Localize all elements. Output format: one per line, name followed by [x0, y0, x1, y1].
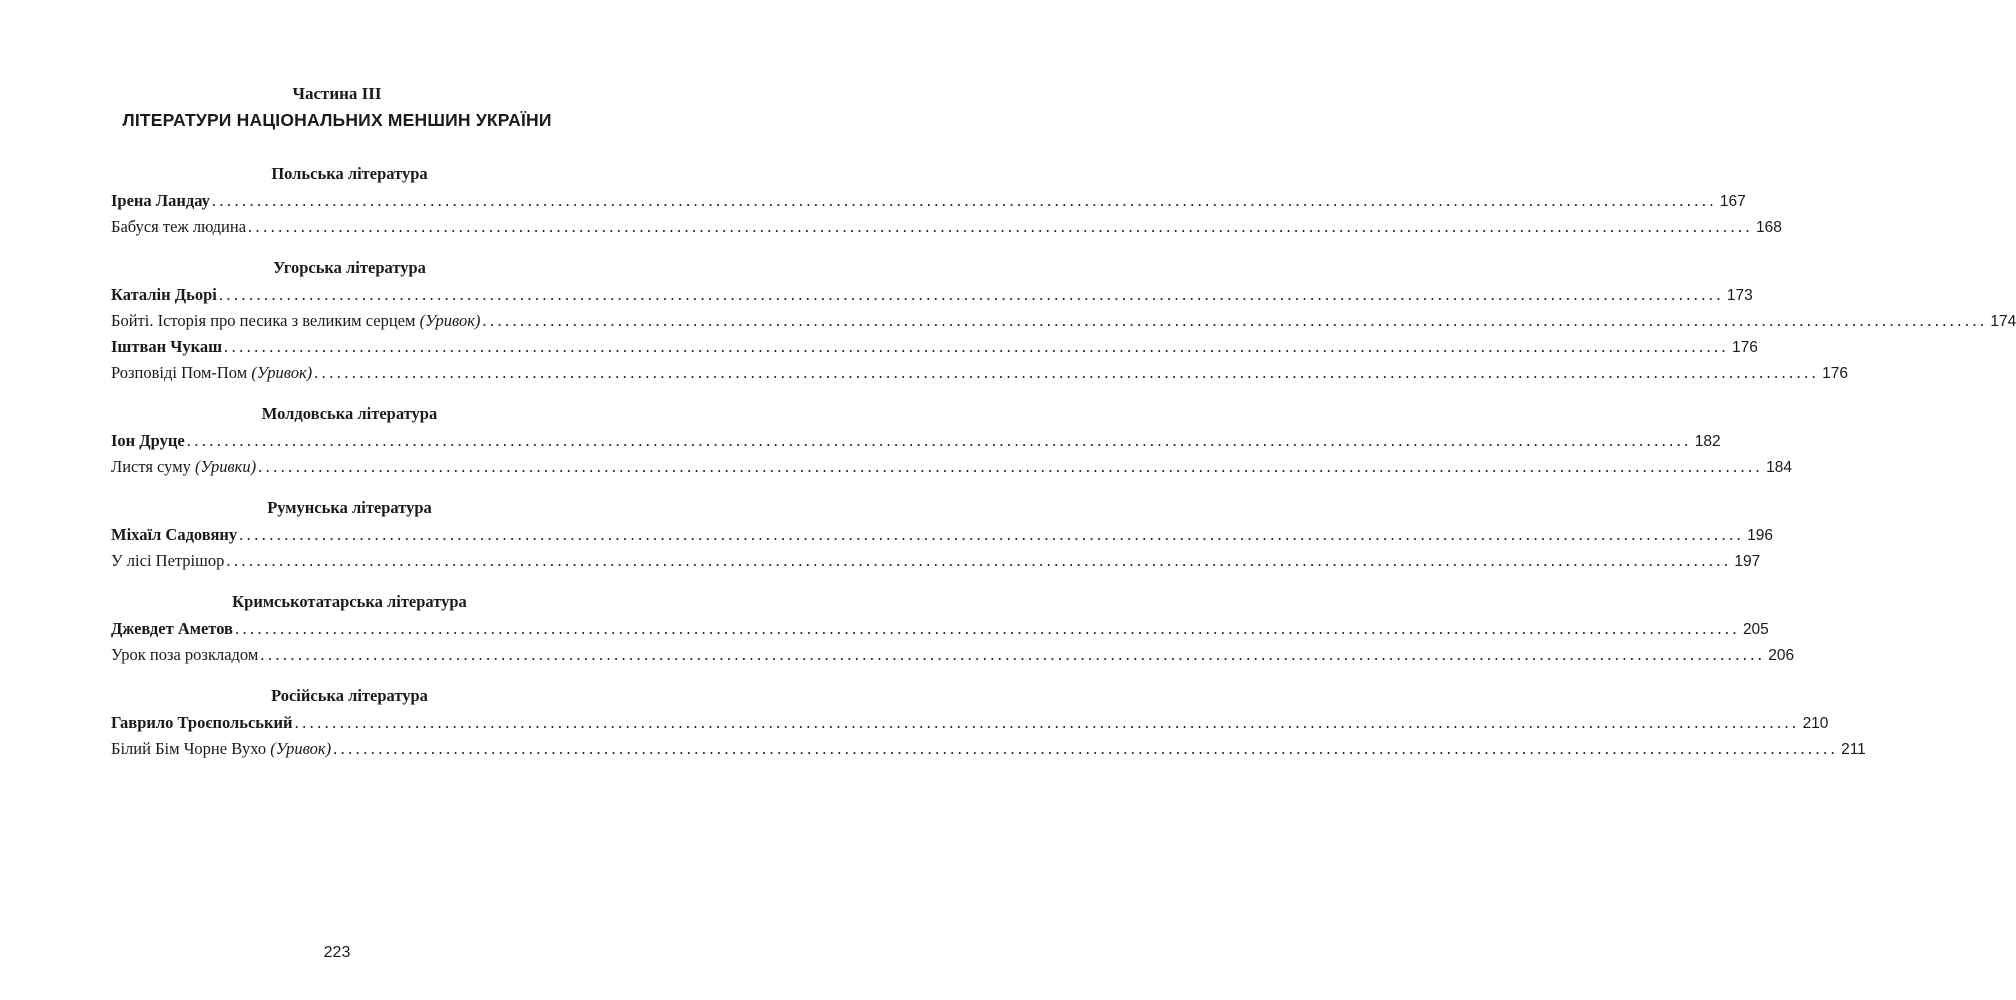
entry-title: Іштван Чукаш [111, 337, 223, 356]
toc-entry-work [111, 454, 1792, 480]
entry-title: Урок поза розкладом [111, 645, 259, 664]
entry-title: Ірена Ландау [111, 191, 210, 210]
entry-title: Білий Бім Чорне Вухо [111, 739, 267, 758]
section-title: Молдовська література [261, 404, 438, 423]
entry-title: Джевдет Аметов [111, 619, 233, 638]
dot-leader: ........................................................................................................................................................................................................ [248, 217, 1754, 236]
entry-title-wrap [111, 710, 293, 736]
part-title: ЛІТЕРАТУРИ НАЦІОНАЛЬНИХ МЕНШИН УКРАЇНИ [122, 110, 552, 130]
entry-title: Бойті. Історія про песика з великим серцем [111, 311, 416, 330]
entry-title-wrap [111, 282, 217, 308]
toc-entry-author [111, 616, 1769, 642]
dot-leader: ........................................................................................................................................................................................................ [224, 337, 1730, 356]
entry-title-wrap [111, 642, 258, 668]
entry-page: 210 [1802, 715, 1829, 732]
toc-entry-author [111, 710, 1829, 736]
entry-title-wrap [111, 454, 256, 480]
toc-section [111, 590, 1795, 668]
toc-entry-work [111, 360, 1849, 386]
entry-page: 168 [1756, 219, 1782, 236]
entry-title: Іон Друце [111, 431, 185, 450]
entry-page: 167 [1719, 193, 1746, 210]
entry-title-wrap [111, 334, 222, 360]
entry-note: (Уривок) [419, 311, 481, 330]
entry-title: Листя суму [111, 457, 191, 476]
entry-title-wrap [111, 736, 331, 762]
toc-entry-author [111, 522, 1774, 548]
entry-title-wrap [111, 308, 480, 334]
entry-title-wrap [111, 428, 185, 454]
dot-leader: ........................................................................................................................................................................................................ [226, 551, 1732, 570]
entry-title-wrap [111, 548, 224, 574]
dot-leader: ........................................................................................................................................................................................................ [218, 285, 1724, 304]
entry-title: Каталін Дьорі [111, 285, 217, 304]
dot-leader: ........................................................................................................................................................................................................ [314, 363, 1820, 382]
entry-title-wrap [111, 188, 210, 214]
entry-page: 205 [1742, 621, 1769, 638]
toc-section [111, 402, 1792, 480]
entry-note: (Уривок) [251, 363, 313, 382]
section-title: Польська література [271, 164, 428, 183]
entry-page: 176 [1822, 365, 1849, 382]
entry-title-wrap [111, 616, 233, 642]
dot-leader: ........................................................................................................................................................................................................ [482, 311, 1988, 330]
dot-leader: ........................................................................................................................................................................................................ [294, 713, 1800, 732]
dot-leader: ........................................................................................................................................................................................................ [260, 645, 1766, 664]
toc-section [111, 496, 1774, 574]
section-title: Російська література [271, 686, 428, 705]
part-label: Частина ІІІ [292, 84, 382, 103]
entry-page: 174 [1990, 313, 2016, 330]
entry-page: 184 [1766, 459, 1792, 476]
entry-page: 211 [1841, 741, 1866, 758]
entry-title-wrap [111, 360, 312, 386]
entry-title: У лісі Петрішор [111, 551, 225, 570]
entry-note: (Уривок) [270, 739, 332, 758]
dot-leader: ........................................................................................................................................................................................................ [333, 739, 1839, 758]
toc-entry-work [111, 642, 1795, 668]
dot-leader: ........................................................................................................................................................................................................ [211, 191, 1717, 210]
entry-title: Міхаїл Садовяну [111, 525, 238, 544]
toc-entry-author [111, 188, 1746, 214]
entry-title-wrap [111, 214, 246, 240]
section-title: Кримськотатарська література [232, 592, 467, 611]
toc-section [111, 256, 2016, 386]
entry-note: (Уривки) [195, 457, 257, 476]
toc-entry-author [111, 282, 1753, 308]
toc-section [111, 684, 1866, 762]
entry-title: Бабуся теж людина [111, 217, 247, 236]
toc-section [111, 162, 1782, 240]
dot-leader: ........................................................................................................................................................................................................ [234, 619, 1740, 638]
toc-entry-work [111, 736, 1866, 762]
toc-entry-author [111, 334, 1758, 360]
entry-page: 197 [1734, 553, 1761, 570]
entry-title: Гаврило Троєпольський [111, 713, 293, 732]
entry-page: 206 [1768, 647, 1795, 664]
entry-page: 173 [1726, 287, 1753, 304]
dot-leader: ........................................................................................................................................................................................................ [186, 431, 1692, 450]
toc-entry-work [111, 308, 2016, 334]
toc-entry-author [111, 428, 1721, 454]
entry-title: Розповіді Пом-Пом [111, 363, 248, 382]
dot-leader: ........................................................................................................................................................................................................ [239, 525, 1745, 544]
dot-leader: ........................................................................................................................................................................................................ [258, 457, 1764, 476]
table-of-contents [111, 162, 2016, 778]
section-title: Угорська література [273, 258, 426, 277]
entry-page: 182 [1694, 433, 1721, 450]
entry-page: 176 [1732, 339, 1758, 356]
page-number: 223 [323, 944, 351, 961]
section-title: Румунська література [267, 498, 432, 517]
entry-page: 196 [1747, 527, 1774, 544]
toc-entry-work [111, 214, 1782, 240]
toc-entry-work [111, 548, 1761, 574]
entry-title-wrap [111, 522, 237, 548]
